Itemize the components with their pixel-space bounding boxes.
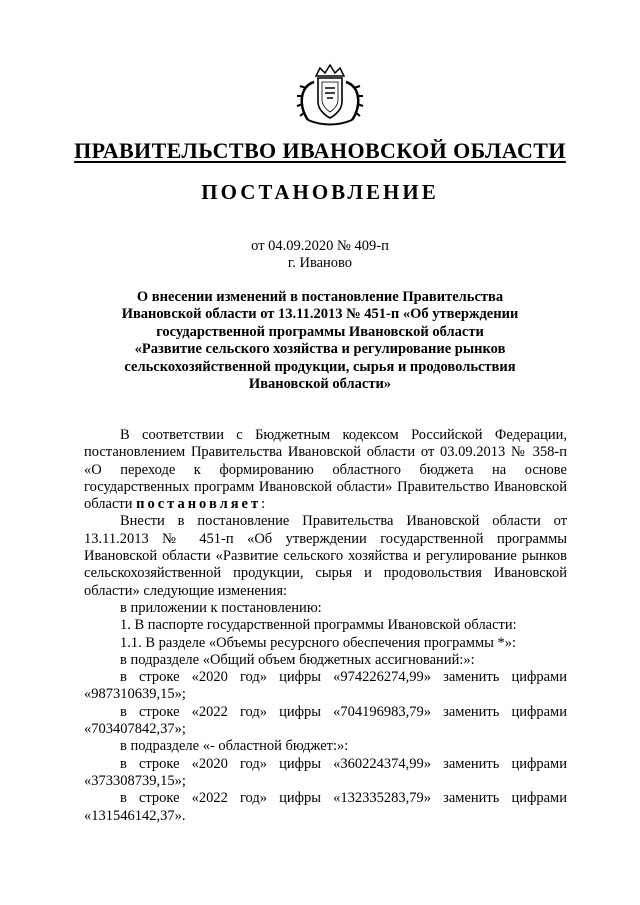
document-date-block [0, 238, 640, 272]
document-body [84, 427, 567, 825]
document-type: ПОСТАНОВЛЕНИЕ [201, 180, 439, 204]
title-line: Ивановской области от 13.11.2013 № 451-п «Об утверждении [121, 306, 519, 323]
body-paragraph: в строке «2022 год» цифры «704196983,79» заменить цифрами «703407842,37»; [84, 703, 567, 738]
body-paragraph: 1. В паспорте государственной программы Ивановской области: [120, 617, 517, 634]
amend-paragraph: Внести в постановление Правительства Ивановской области от 13.11.2013 № 451-п «Об утверждении государственной программы Ивановской области «Развитие сельского хозяйства и регулирование рынков сельскохозяйственной продукции, сырья и продовольствия Ивановской области» следующие изменения: [84, 513, 567, 599]
title-line: сельскохозяйственной продукции, сырья и продовольствия [124, 358, 516, 375]
title-line: О внесении изменений в постановление Правительства [136, 289, 504, 305]
body-paragraph: в строке «2020 год» цифры «360224374,99» заменить цифрами «373308739,15»; [84, 755, 567, 789]
body-paragraph: в приложении к постановлению: [120, 599, 322, 616]
resolve-word: постановляет [136, 496, 262, 513]
body-paragraph: в подразделе «- областной бюджет:»: [120, 738, 349, 755]
government-name: ПРАВИТЕЛЬСТВО ИВАНОВСКОЙ ОБЛАСТИ [74, 138, 566, 163]
document-city: г. Иваново [287, 255, 353, 271]
title-line: «Развитие сельского хозяйства и регулирование рынков [134, 341, 506, 358]
document-date: от 04.09.2020 № 409-п [251, 238, 389, 254]
title-line: государственной программы Ивановской области [156, 323, 484, 340]
body-paragraph: в подразделе «Общий объем бюджетных ассигнований:»: [120, 651, 475, 668]
body-paragraph: 1.1. В разделе «Объемы ресурсного обеспечения программы *»: [120, 634, 517, 651]
document-title [95, 289, 545, 393]
body-paragraph: в строке «2020 год» цифры «974226274,99» заменить цифрами «987310639,15»; [84, 669, 567, 703]
coat-of-arms-icon [294, 62, 366, 128]
preamble-paragraph: В соответствии с Бюджетным кодексом Российской Федерации, постановлением Правительства Ивановской области от 03.09.2013 № 358-п «О переходе к формированию областного бюджета на основе государственных программ Ивановской области» Правительство Ивановской области постановляет: [84, 427, 567, 513]
body-paragraph: в строке «2022 год» цифры «132335283,79» заменить цифрами «131546142,37». [84, 790, 567, 824]
title-line: Ивановской области» [248, 376, 392, 393]
